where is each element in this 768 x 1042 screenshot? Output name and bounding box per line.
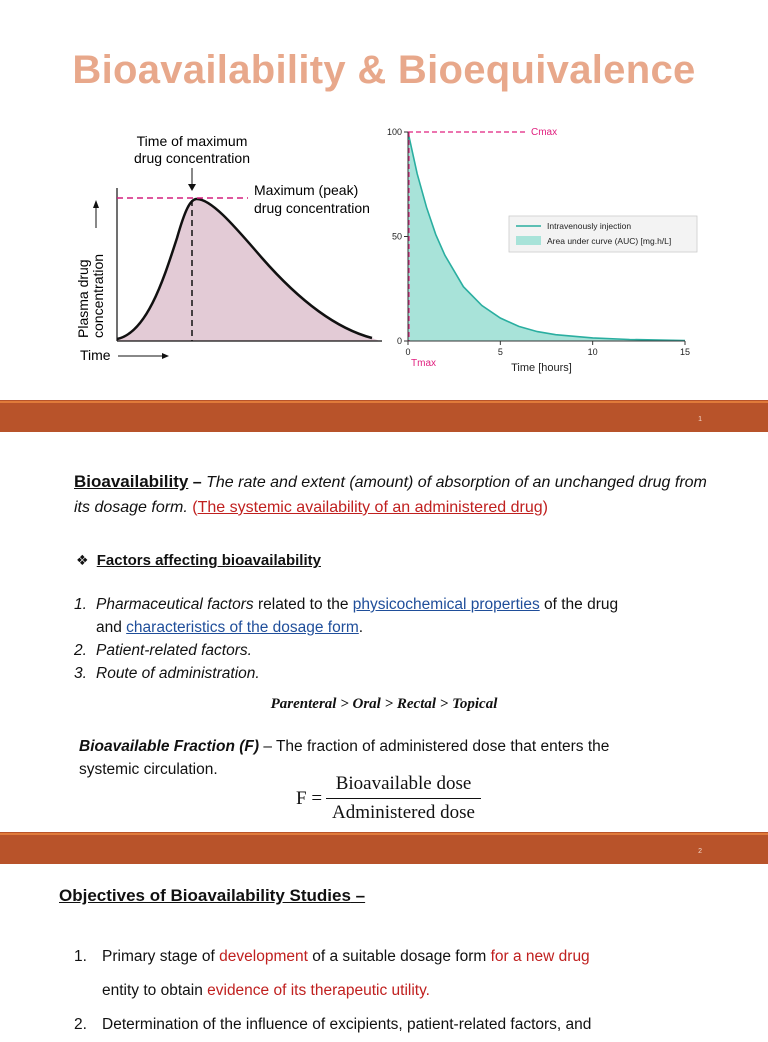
route-factors: Route of administration. xyxy=(96,665,260,682)
item-text: of a suitable dosage form xyxy=(307,948,491,965)
legend-area-swatch xyxy=(516,236,541,245)
formula-denominator: Administered dose xyxy=(331,802,475,823)
plasma-concentration-diagram xyxy=(72,128,392,373)
y-tick-label: 0 xyxy=(396,336,402,346)
item-number: 1. xyxy=(74,596,87,613)
y-arrowhead xyxy=(93,200,99,208)
x-axis-title: Time [hours] xyxy=(511,362,572,374)
paren-close: ) xyxy=(542,499,548,516)
patient-factors: Patient-related factors. xyxy=(96,642,252,659)
item-text: and xyxy=(96,619,127,636)
legend-item-2: Area under curve (AUC) [mg.h/L] xyxy=(547,236,672,246)
slide-divider-2 xyxy=(0,832,768,864)
list-item-continued xyxy=(74,616,724,639)
left-curve-area xyxy=(117,199,380,341)
fraction-def-2: systemic circulation. xyxy=(79,761,218,778)
list-item xyxy=(74,593,724,616)
peak-label-2: drug concentration xyxy=(254,200,370,216)
y-label-2: concentration xyxy=(90,253,106,338)
item-text: entity to obtain xyxy=(102,982,208,999)
time-max-label-2: drug concentration xyxy=(134,150,250,166)
slide-divider-1 xyxy=(0,400,768,432)
item-number: 1. xyxy=(74,948,87,965)
page-number-2: 2 xyxy=(698,848,702,855)
bioavailability-def: The rate and extent (amount) of absorption of an unchanged drug from its dosage form. xyxy=(74,474,707,516)
new-drug-text: for a new drug xyxy=(490,948,590,965)
y-label-1: Plasma drug xyxy=(75,259,91,338)
tmax-arrowhead xyxy=(188,184,196,191)
item-number: 2. xyxy=(74,1016,87,1033)
x-arrowhead xyxy=(162,353,169,359)
x-label: Time xyxy=(80,347,111,363)
pharmaceutical-factors: Pharmaceutical factors xyxy=(96,596,254,613)
list-item xyxy=(74,1008,734,1042)
evidence-text: evidence of its therapeutic utility. xyxy=(207,982,430,999)
item-text: of the drug xyxy=(539,596,619,613)
systemic-availability-text: The systemic availability of an administered drug xyxy=(197,499,543,516)
fraction-def: – The fraction of administered dose that enters the xyxy=(259,738,610,755)
physicochemical-link[interactable]: physicochemical properties xyxy=(352,596,540,613)
item-text: . xyxy=(358,619,364,636)
bioavailability-term: Bioavailability xyxy=(74,472,189,491)
factors-list xyxy=(74,593,724,685)
time-max-label-1: Time of maximum xyxy=(136,133,248,149)
formula-numerator: Bioavailable dose xyxy=(335,773,472,794)
x-tick-label: 10 xyxy=(587,347,598,357)
dosage-form-link[interactable]: characteristics of the dosage form xyxy=(126,619,359,636)
factors-heading-row xyxy=(76,552,321,569)
objectives-dash: – xyxy=(350,886,366,905)
fraction-bar xyxy=(326,798,481,799)
x-tick-label: 0 xyxy=(405,347,411,357)
diamond-bullet-icon: ❖ xyxy=(76,552,89,568)
list-item xyxy=(74,940,734,974)
bioavailability-definition xyxy=(74,469,714,520)
tmax-label: Tmax xyxy=(411,358,436,369)
definition-dash: – xyxy=(188,474,207,491)
x-tick-label: 5 xyxy=(497,347,503,357)
development-text: development xyxy=(219,948,308,965)
peak-label-1: Maximum (peak) xyxy=(254,182,359,198)
item-text: Primary stage of xyxy=(102,948,220,965)
formula-lhs: F = xyxy=(296,788,323,809)
page-number-1: 1 xyxy=(698,416,702,423)
factors-heading: Factors affecting bioavailability xyxy=(96,552,321,569)
pk-decay-chart xyxy=(375,120,705,380)
list-item-continued xyxy=(74,974,734,1008)
objectives-list xyxy=(74,940,734,1042)
item-text: related to the xyxy=(253,596,353,613)
legend xyxy=(509,216,697,252)
route-ranking: Parenteral > Oral > Rectal > Topical xyxy=(270,696,498,712)
cmax-label: Cmax xyxy=(531,127,558,138)
objectives-heading-row xyxy=(59,886,365,906)
objectives-heading: Objectives of Bioavailability Studies xyxy=(59,886,351,905)
page-title: Bioavailability & Bioequivalence xyxy=(72,48,696,92)
list-item xyxy=(74,662,724,685)
item-number: 2. xyxy=(74,642,87,659)
y-tick-label: 100 xyxy=(386,127,402,137)
list-item xyxy=(74,639,724,662)
x-tick-label: 15 xyxy=(679,347,691,357)
item-text: Determination of the influence of excipients, patient-related factors, and xyxy=(102,1016,592,1033)
fraction-term: Bioavailable Fraction (F) xyxy=(79,738,260,755)
legend-item-1: Intravenously injection xyxy=(547,221,632,231)
item-number: 3. xyxy=(74,665,87,682)
paren-open: ( xyxy=(192,499,198,516)
y-tick-label: 50 xyxy=(391,231,402,242)
